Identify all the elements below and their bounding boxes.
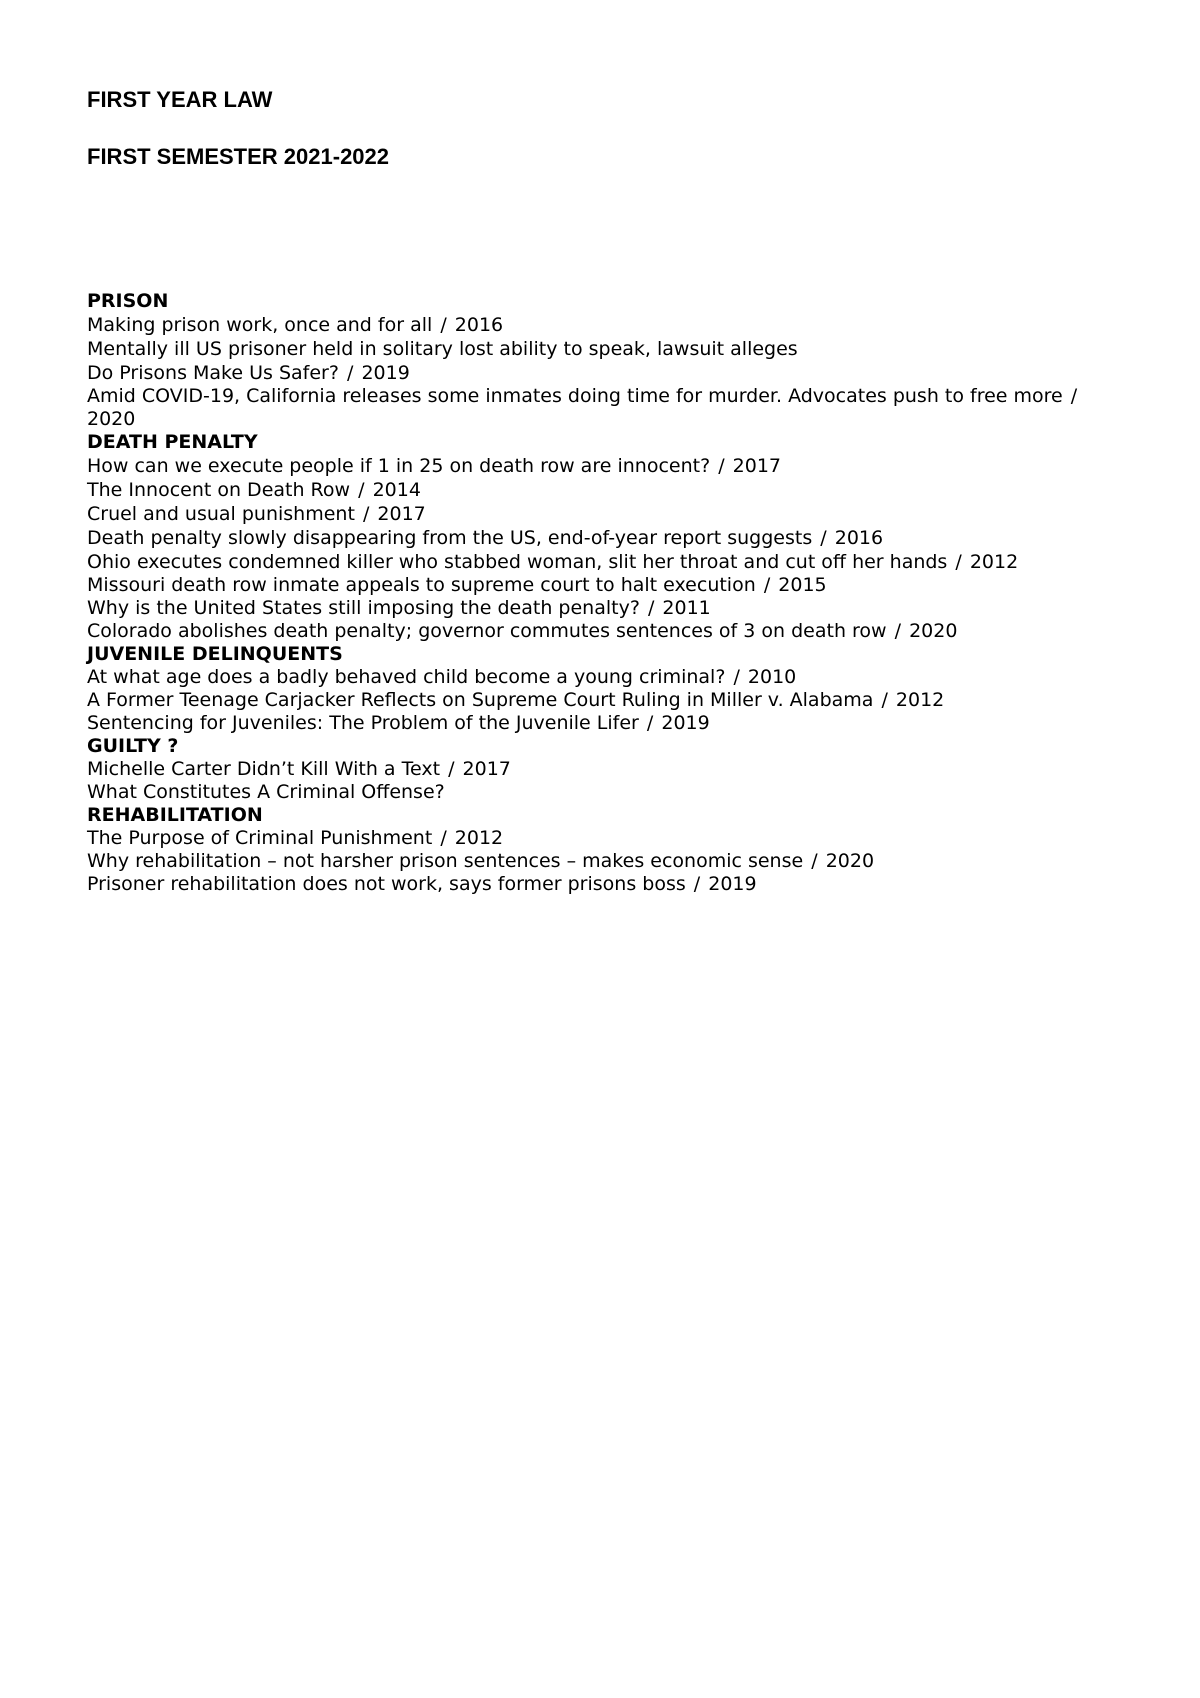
section-prison [87, 290, 1127, 431]
entry-year: 2020 [909, 620, 958, 642]
entry-separator: / [358, 479, 365, 501]
entry-separator: / [1070, 385, 1078, 407]
section-juvenile-delinquents [87, 643, 1127, 735]
entry-title: Prisoner rehabilitation does not work, says former prisons boss [87, 873, 686, 895]
entry-separator: / [647, 597, 655, 619]
entry-year: 2019 [708, 873, 757, 895]
entry-separator: / [881, 689, 888, 711]
section-rehabilitation [87, 804, 1127, 896]
entry-separator: / [718, 455, 725, 477]
entry-year: 2019 [361, 362, 410, 384]
list-item [87, 758, 1127, 781]
section-heading: JUVENILE DELINQUENTS [87, 643, 343, 665]
list-item [87, 666, 1127, 689]
entry-separator: / [955, 551, 962, 573]
entry-year: 2016 [834, 527, 884, 549]
entry-year: 2017 [377, 503, 426, 525]
list-item [87, 850, 1127, 873]
entry-year: 2012 [969, 551, 1019, 573]
entry-year: 2017 [462, 758, 511, 780]
list-item [87, 620, 1127, 643]
list-item [87, 712, 1127, 735]
list-item [87, 361, 1127, 385]
section-guilty [87, 735, 1127, 804]
entry-year: 2016 [454, 314, 504, 336]
section-death-penalty [87, 431, 1127, 643]
entry-title: Sentencing for Juveniles: The Problem of the Juvenile Lifer [87, 712, 639, 734]
list-item [87, 454, 1127, 478]
entry-title: Death penalty slowly disappearing from the US, end-of-year report suggests [87, 527, 813, 549]
entry-separator: / [820, 527, 827, 549]
list-item [87, 313, 1127, 337]
entry-title: The Purpose of Criminal Punishment [87, 827, 433, 849]
section-heading: GUILTY ? [87, 735, 179, 757]
entry-year: 2014 [372, 479, 421, 501]
list-item [87, 385, 1087, 431]
entry-separator: / [894, 620, 902, 642]
entry-year: 2010 [747, 666, 797, 688]
document-title: FIRST YEAR LAW [87, 87, 273, 112]
entry-separator: / [346, 362, 354, 384]
entry-separator: / [646, 712, 654, 734]
entry-year: 2015 [778, 574, 827, 596]
list-item [87, 502, 1127, 526]
entry-title: Why rehabilitation – not harsher prison sentences – makes economic sense [87, 850, 804, 872]
list-item [87, 597, 1127, 620]
list-item [87, 526, 1127, 550]
list-item [87, 781, 1127, 804]
entry-title: At what age does a badly behaved child become a young criminal? [87, 666, 726, 688]
entry-title: Amid COVID-19, California releases some inmates doing time for murder. Advocates push to free more [87, 385, 1063, 407]
entry-title: Ohio executes condemned killer who stabbed woman, slit her throat and cut off her hands [87, 551, 948, 573]
entry-separator: / [440, 314, 447, 336]
section-heading: DEATH PENALTY [87, 431, 258, 453]
list-item [87, 827, 1127, 850]
entry-title: Missouri death row inmate appeals to supreme court to halt execution [87, 574, 756, 596]
entry-separator: / [448, 758, 455, 780]
entry-title: Colorado abolishes death penalty; governor commutes sentences of 3 on death row [87, 620, 887, 642]
entry-title: Michelle Carter Didn’t Kill With a Text [87, 758, 441, 780]
entry-title: Mentally ill US prisoner held in solitary lost ability to speak, lawsuit alleges [87, 338, 798, 360]
list-item [87, 550, 1127, 574]
entry-title: Cruel and usual punishment [87, 503, 355, 525]
entry-separator: / [440, 827, 447, 849]
entry-year: 2012 [454, 827, 504, 849]
entry-separator: / [362, 503, 370, 525]
entry-title: A Former Teenage Carjacker Reflects on Supreme Court Ruling in Miller v. Alabama [87, 689, 874, 711]
list-item [87, 574, 1127, 597]
entry-title: Making prison work, once and for all [87, 314, 433, 336]
list-item [87, 478, 1127, 502]
entry-title: How can we execute people if 1 in 25 on death row are innocent? [87, 455, 711, 477]
list-item [87, 689, 1127, 712]
entry-year: 2011 [662, 597, 711, 619]
entry-separator: / [763, 574, 771, 596]
entry-title: Why is the United States still imposing the death penalty? [87, 597, 640, 619]
entry-title: The Innocent on Death Row [87, 479, 351, 501]
entry-year: 2019 [661, 712, 710, 734]
entry-title: Do Prisons Make Us Safer? [87, 362, 339, 384]
reading-list [87, 290, 1127, 896]
section-heading: PRISON [87, 290, 169, 312]
entry-separator: / [693, 873, 701, 895]
entry-separator: / [811, 850, 818, 872]
list-item [87, 873, 1127, 896]
entry-separator: / [733, 666, 740, 688]
section-heading: REHABILITATION [87, 804, 263, 826]
entry-year: 2017 [732, 455, 782, 477]
list-item [87, 337, 1127, 361]
document-subtitle: FIRST SEMESTER 2021-2022 [87, 144, 390, 169]
entry-year: 2020 [87, 408, 136, 430]
entry-year: 2020 [825, 850, 875, 872]
entry-title: What Constitutes A Criminal Offense? [87, 781, 445, 803]
entry-year: 2012 [895, 689, 945, 711]
